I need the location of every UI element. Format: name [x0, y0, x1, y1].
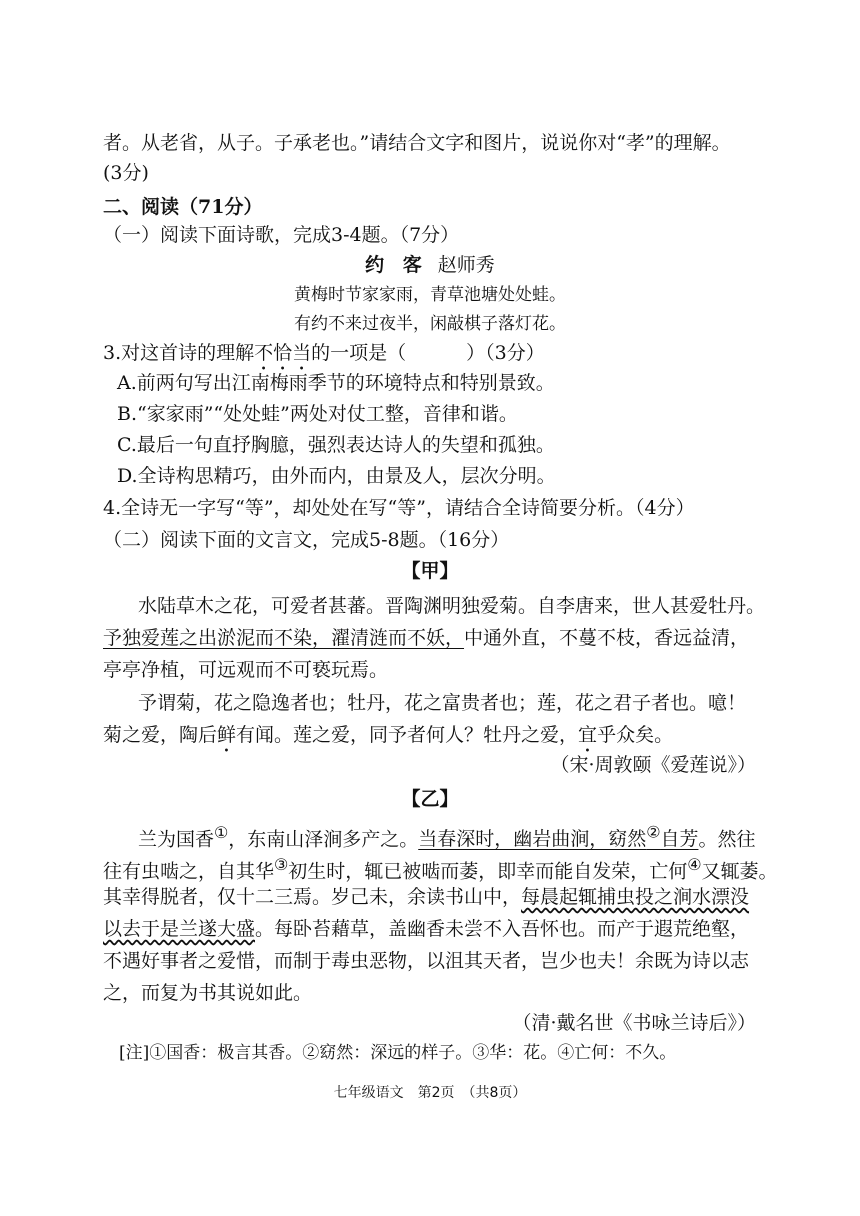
option-d: D.全诗构思精巧，由外而内，由景及人，层次分明。 — [117, 465, 556, 487]
dotted-word-yi: 宜 — [578, 724, 598, 746]
jia-p2-text-e: 乎众矣。 — [597, 724, 674, 746]
yi-l2-text-c: 又辄萎。 — [701, 860, 778, 883]
poem-line-2: 有约不来过夜半，闲敲棋子落灯花。 — [294, 314, 566, 334]
question-3-text-2: 的一项是（ — [311, 342, 407, 364]
label-jia: 【甲】 — [401, 560, 459, 582]
yi-line-5: 不遇好事者之爱惜，而制于毒虫恶物，以沮其天者，岂少也夫！余既为诗以志 — [103, 950, 750, 972]
option-b: B.“家家雨”“处处蛙”两处对仗工整，音律和谐。 — [117, 403, 518, 425]
emphasis-text: 不恰当 — [254, 342, 312, 364]
jia-p2-text-a: 菊之爱，陶后 — [103, 724, 218, 746]
yi-l1-underlined-2: 自芳 — [660, 828, 699, 851]
footnote-mark-3: ③ — [274, 855, 289, 874]
jia-p2-text-c: 有闻。莲之爱，同予者何人？牡丹之爱， — [236, 724, 579, 746]
intro-line-1: 者。从老省，从子。子承老也。”请结合文字和图片，说说你对“孝”的理解。 — [103, 132, 731, 154]
underlined-sentence: 予独爱莲之出淤泥而不染，濯清涟而不妖， — [103, 627, 465, 649]
part1-instruction: （一）阅读下面诗歌，完成3-4题。（7分） — [103, 224, 460, 246]
question-3-text: 3.对这首诗的理解 — [103, 342, 255, 364]
poem-title — [0, 252, 860, 278]
yi-l1-underlined: 当春深时，幽岩曲涧，窈然 — [418, 828, 647, 851]
yi-l4-text-b: 。每卧苔藉草，盖幽香未尝不入吾怀也。而产于遐荒绝壑， — [255, 918, 750, 940]
jia-p2-line-1: 予谓菊，花之隐逸者也；牡丹，花之富贵者也；莲，花之君子者也。噫！ — [138, 692, 747, 714]
section-heading: 二、阅读（71分） — [103, 196, 263, 218]
wavy-underlined-sentence-1: 每晨起辄捕虫投之涧水漂没 — [521, 886, 750, 908]
yi-l1-text-c: 。然往 — [698, 828, 756, 851]
jia-p1-line-2 — [103, 625, 749, 651]
option-a: A.前两句写出江南梅雨季节的环境特点和特别景致。 — [117, 372, 555, 394]
yi-line-4 — [103, 916, 749, 942]
footnote-mark-4: ④ — [687, 855, 702, 874]
wavy-underlined-sentence-2: 以去于是兰遂大盛 — [103, 918, 256, 940]
part2-instruction: （二）阅读下面的文言文，完成5-8题。（16分） — [103, 529, 510, 551]
yi-l2-text-b: 初生时，辄已被啮而萎，即幸而能自发荣，亡何 — [288, 860, 688, 883]
jia-p1-line-2-rest: 中通外直，不蔓不枝，香远益清， — [464, 627, 750, 649]
yi-line-2 — [103, 852, 777, 884]
yi-l3-text-a: 其幸得脱者，仅十二三焉。岁己未，余读书山中， — [103, 886, 522, 908]
yi-line-6: 之，而复为书其说如此。 — [103, 982, 313, 1004]
footnotes: [注]①国香：极言其香。②窈然：深远的样子。③华：花。④亡何：不久。 — [119, 1043, 677, 1063]
option-c: C.最后一句直抒胸臆，强烈表达诗人的失望和孤独。 — [117, 434, 555, 456]
page-footer: 七年级语文 第2页 （共8页） — [333, 1085, 527, 1101]
jia-source: （宋·周敦颐《爱莲说》） — [550, 754, 756, 776]
underlined-sentence-yi-1 — [418, 823, 699, 851]
poem-author: 赵师秀 — [437, 254, 495, 276]
footnote-mark-1: ① — [214, 823, 229, 842]
intro-line-2: (3分) — [103, 162, 149, 184]
label-yi: 【乙】 — [401, 788, 459, 810]
yi-l1-text-a: 兰为国香 — [138, 828, 215, 851]
jia-p1-line-3: 亭亭净植，可远观而不可亵玩焉。 — [103, 659, 389, 681]
jia-p1-line-1: 水陆草木之花，可爱者甚蕃。晋陶渊明独爱菊。自李唐来，世人甚爱牡丹。 — [138, 595, 766, 617]
yi-source: （清·戴名世《书咏兰诗后》） — [512, 1012, 756, 1034]
yi-line-1 — [138, 820, 755, 852]
question-3-score: ）（3分） — [466, 342, 545, 364]
yi-l2-text-a: 往有虫啮之，自其华 — [103, 860, 275, 883]
yi-l1-text-b: ，东南山泽涧多产之。 — [228, 828, 419, 851]
poem-line-1: 黄梅时节家家雨，青草池塘处处蛙。 — [294, 285, 566, 305]
question-4: 4.全诗无一字写“等”，却处处在写“等”，请结合全诗简要分析。（4分） — [103, 497, 695, 519]
poem-title-text: 约 客 — [365, 254, 428, 276]
dotted-word-xian: 鲜 — [217, 724, 237, 746]
footnote-mark-2: ② — [646, 823, 661, 842]
yi-line-3 — [103, 884, 749, 910]
